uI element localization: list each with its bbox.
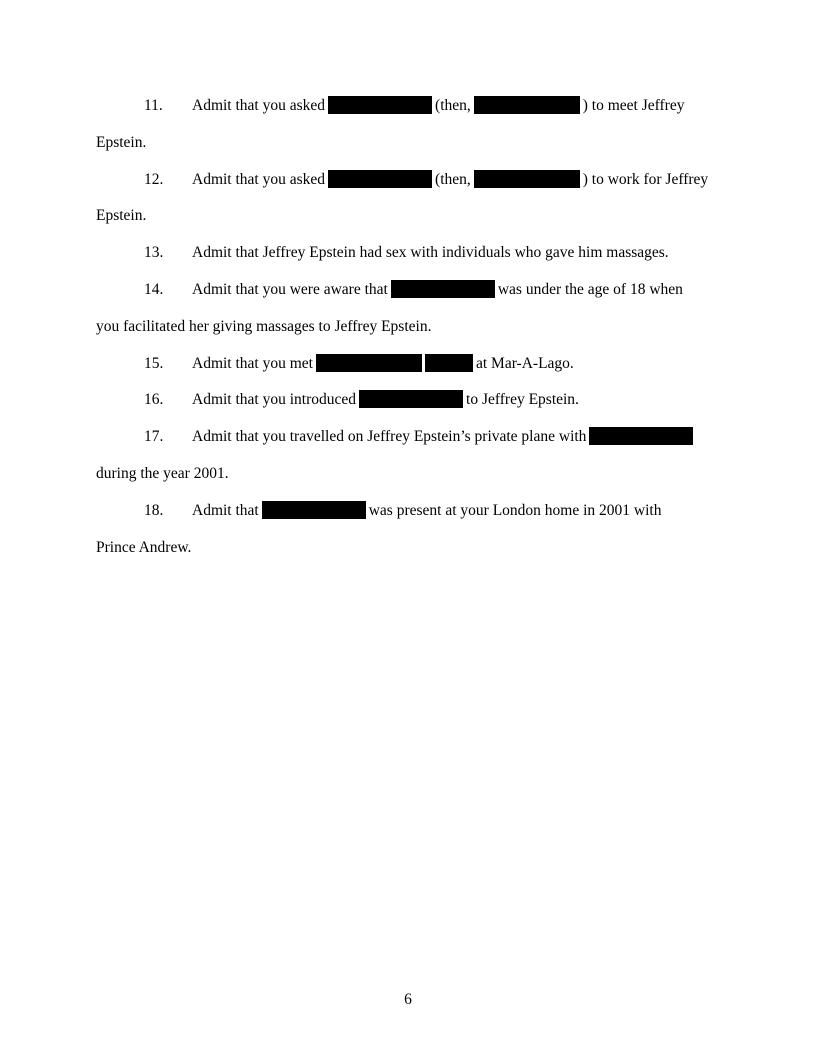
item-text-segment: (then,	[435, 171, 471, 188]
item-text-continuation: Prince Andrew.	[96, 539, 192, 556]
item-number: 18.	[144, 502, 164, 519]
item-text: Admit that Jeffrey Epstein had sex with individuals who gave him massages.	[192, 244, 669, 261]
item-text-continuation: you facilitated her giving massages to Jeffrey Epstein.	[96, 318, 432, 335]
item-text-segment: at Mar-A-Lago.	[475, 355, 574, 372]
item-number: 17.	[144, 428, 164, 445]
item-text-segment: ) to work for Jeffrey	[582, 171, 709, 188]
item-text	[192, 96, 684, 116]
item-text-segment: Admit that you met	[192, 355, 313, 372]
item-number: 11.	[144, 97, 163, 114]
redaction-bar	[474, 96, 580, 114]
item-number: 13.	[144, 244, 164, 261]
item-text	[192, 170, 708, 190]
redaction-bar	[316, 354, 422, 372]
item-text-segment: Admit that you were aware that	[192, 281, 388, 298]
redaction-bar	[474, 170, 580, 188]
item-text-continuation: Epstein.	[96, 134, 147, 151]
item-text-segment: Admit that you asked	[192, 97, 326, 114]
item-text	[192, 390, 579, 410]
redaction-bar	[425, 354, 473, 372]
item-text-segment: was under the age of 18 when	[497, 281, 683, 298]
redaction-bar	[328, 96, 432, 114]
item-text-segment: Admit that you introduced	[192, 391, 357, 408]
redaction-bar	[262, 501, 366, 519]
item-number: 12.	[144, 171, 164, 188]
item-text-continuation: during the year 2001.	[96, 465, 229, 482]
item-text-segment: to Jeffrey Epstein.	[466, 391, 579, 408]
item-text-continuation: Epstein.	[96, 207, 147, 224]
redaction-bar	[328, 170, 432, 188]
item-text	[192, 280, 683, 300]
item-text	[192, 354, 574, 374]
item-text	[192, 501, 661, 521]
item-number: 14.	[144, 281, 164, 298]
item-text-segment: (then,	[435, 97, 471, 114]
item-text-segment: Admit that you asked	[192, 171, 326, 188]
redaction-bar	[589, 427, 693, 445]
page-number: 6	[404, 991, 412, 1008]
redaction-bar	[391, 280, 495, 298]
item-text-segment: ) to meet Jeffrey	[582, 97, 685, 114]
item-number: 16.	[144, 391, 164, 408]
redaction-bar	[359, 390, 463, 408]
item-number: 15.	[144, 355, 164, 372]
item-text-segment: was present at your London home in 2001 with	[368, 502, 662, 519]
item-text-segment: Admit that	[192, 502, 259, 519]
item-text	[192, 427, 696, 447]
item-text-segment: Admit that you travelled on Jeffrey Epstein’s private plane with	[192, 428, 587, 445]
